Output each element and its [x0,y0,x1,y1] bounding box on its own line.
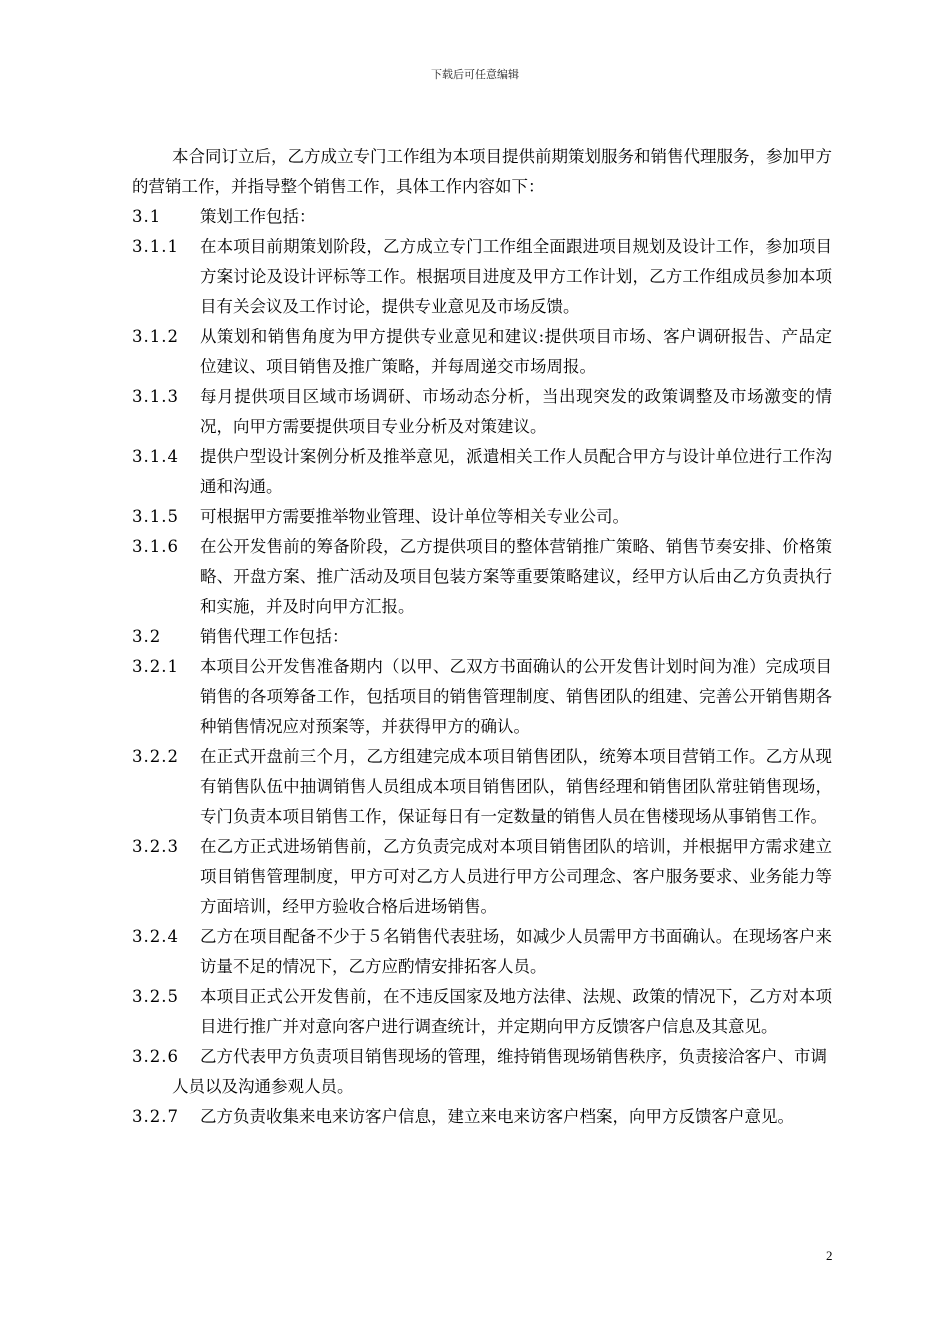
clause-text: 提供户型设计案例分析及推举意见，派遣相关工作人员配合甲方与设计单位进行工作沟通和沟通。 [200,447,832,496]
clause-number: 3.2.2 [132,747,179,766]
clause-text: 在本项目前期策划阶段，乙方成立专门工作组全面跟进项目规划及设计工作，参加项目方案讨论及设计评标等工作。根据项目进度及甲方工作计划，乙方工作组成员参加本项目有关会议及工作讨论，提供专业意见及市场反馈。 [200,237,832,316]
clause-text: 在公开发售前的筹备阶段，乙方提供项目的整体营销推广策略、销售节奏安排、价格策略、开盘方案、推广活动及项目包装方案等重要策略建议，经甲方认后由乙方负责执行和实施，并及时向甲方汇报。 [200,537,832,616]
page-header: 下载后可任意编辑 [431,68,519,81]
clause-text: 本项目公开发售准备期内（以甲、乙双方书面确认的公开发售计划时间为准）完成项目销售的各项筹备工作，包括项目的销售管理制度、销售团队的组建、完善公开销售期各种销售情况应对预案等，并获得甲方的确认。 [200,657,832,736]
clause-number: 3.2.6 [132,1047,179,1066]
clause-number: 3.1.2 [132,327,179,346]
clause-3-2-1 [132,652,832,742]
clause-3-2-2 [132,742,832,832]
clause-number: 3.1 [132,207,162,226]
clause-number: 3.1.5 [132,507,179,526]
clause-3-1-5 [132,502,832,532]
clause-text: 乙方负责收集来电来访客户信息，建立来电来访客户档案，向甲方反馈客户意见。 [200,1107,794,1126]
clause-number: 3.2.3 [132,837,179,856]
clause-3-2-5 [132,982,832,1042]
clause-text: 从策划和销售角度为甲方提供专业意见和建议:提供项目市场、客户调研报告、产品定位建议、项目销售及推广策略，并每周递交市场周报。 [200,327,832,376]
clause-number: 3.1.4 [132,447,179,466]
clause-number: 3.2 [132,627,162,646]
clause-text: 策划工作包括： [200,207,316,226]
clause-3-2-4 [132,922,832,982]
clause-number: 3.2.5 [132,987,179,1006]
clause-number: 3.2.1 [132,657,179,676]
clause-text: 在乙方正式进场销售前，乙方负责完成对本项目销售团队的培训，并根据甲方需求建立项目销售管理制度，甲方可对乙方人员进行甲方公司理念、客户服务要求、业务能力等方面培训，经甲方验收合格后进场销售。 [200,837,832,916]
clause-3-2-3 [132,832,832,922]
clause-3-1-1 [132,232,832,322]
clause-3-2 [132,622,832,652]
document-body [132,142,832,1132]
clause-3-2-7 [132,1102,832,1132]
clause-number: 3.2.7 [132,1107,179,1126]
clause-3-1-3 [132,382,832,442]
clause-text: 每月提供项目区域市场调研、市场动态分析，当出现突发的政策调整及市场激变的情况，向甲方需要提供项目专业分析及对策建议。 [200,387,832,436]
clause-text: 乙方代表甲方负责项目销售现场的管理，维持销售现场销售秩序，负责接洽客户、市调人员以及沟通参观人员。 [172,1047,827,1096]
clause-3-1-2 [132,322,832,382]
clause-3-2-6 [132,1042,832,1102]
clause-3-1 [132,202,832,232]
clause-number: 3.1.3 [132,387,179,406]
clause-number: 3.2.4 [132,927,179,946]
clause-text: 本项目正式公开发售前，在不违反国家及地方法律、法规、政策的情况下，乙方对本项目进行推广并对意向客户进行调查统计，并定期向甲方反馈客户信息及其意见。 [200,987,832,1036]
clause-3-1-6 [132,532,832,622]
clause-number: 3.1.1 [132,237,179,256]
clause-text: 乙方在项目配备不少于５名销售代表驻场，如减少人员需甲方书面确认。在现场客户来访量不足的情况下，乙方应酌情安排拓客人员。 [200,927,832,976]
page-number: 2 [826,1248,833,1263]
clause-text: 销售代理工作包括： [200,627,349,646]
intro-paragraph: 本合同订立后，乙方成立专门工作组为本项目提供前期策划服务和销售代理服务，参加甲方的营销工作，并指导整个销售工作，具体工作内容如下： [132,147,832,196]
clause-text: 可根据甲方需要推举物业管理、设计单位等相关专业公司。 [200,507,629,526]
clause-text: 在正式开盘前三个月，乙方组建完成本项目销售团队，统筹本项目营销工作。乙方从现有销售队伍中抽调销售人员组成本项目销售团队，销售经理和销售团队常驻销售现场，专门负责本项目销售工作，保证每日有一定数量的销售人员在售楼现场从事销售工作。 [200,747,832,826]
clause-3-1-4 [132,442,832,502]
clause-number: 3.1.6 [132,537,179,556]
